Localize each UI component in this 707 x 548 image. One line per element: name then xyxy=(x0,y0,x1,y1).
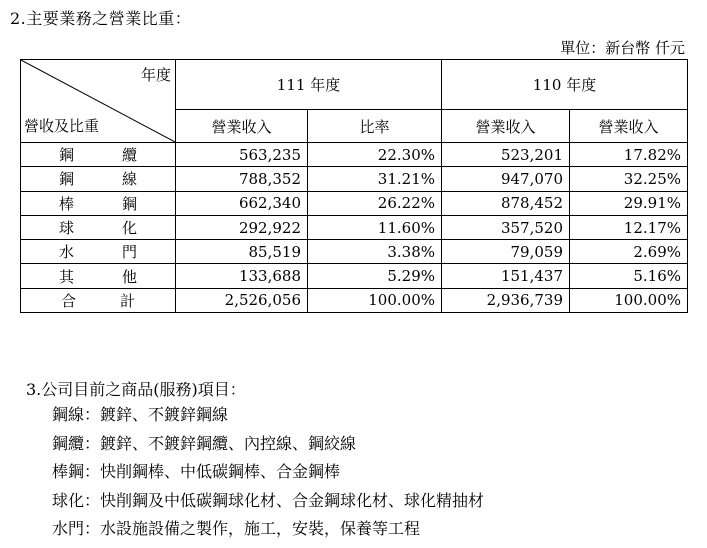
table-cell: 11.60% xyxy=(308,215,442,239)
table-cell: 26.22% xyxy=(308,191,442,215)
table-row xyxy=(21,191,688,215)
table-cell: 5.16% xyxy=(570,264,688,288)
table-cell: 85,519 xyxy=(176,240,308,264)
table-cell: 17.82% xyxy=(570,143,688,167)
table-row xyxy=(21,143,688,167)
total-label: 合 計 xyxy=(21,288,176,312)
table-cell: 3.38% xyxy=(308,240,442,264)
total-cell: 100.00% xyxy=(308,288,442,312)
corner-year-label: 年度 xyxy=(140,66,171,84)
table-cell: 22.30% xyxy=(308,143,442,167)
row-label: 其 他 xyxy=(21,264,176,288)
row-label: 水 門 xyxy=(21,240,176,264)
list-item: 水門：水設施設備之製作，施工，安裝，保養等工程 xyxy=(52,519,421,538)
table-row xyxy=(21,264,688,288)
table-cell: 878,452 xyxy=(442,191,570,215)
table-cell: 79,059 xyxy=(442,240,570,264)
section-heading: 2.主要業務之營業比重： xyxy=(10,9,192,28)
list-item: 棒鋼：快削鋼棒、中低碳鋼棒、合金鋼棒 xyxy=(52,462,341,481)
row-label: 球 化 xyxy=(21,215,176,239)
row-label: 鋼 線 xyxy=(21,167,176,191)
table-row xyxy=(21,167,688,191)
list-item: 鋼纜：鍍鋅、不鍍鋅鋼纜、內控線、鋼絞線 xyxy=(52,433,357,453)
total-cell: 2,526,056 xyxy=(176,288,308,312)
table-row xyxy=(21,240,688,264)
table-corner-cell xyxy=(21,60,176,143)
table-cell: 5.29% xyxy=(308,264,442,288)
table-cell: 133,688 xyxy=(176,264,308,288)
products-heading: 3.公司目前之商品(服務)項目： xyxy=(26,380,246,399)
subheader-ratio-111: 比率 xyxy=(308,110,442,143)
corner-item-label: 營收及比重 xyxy=(24,117,100,135)
subheader-revenue-110: 營業收入 xyxy=(442,110,570,143)
table-cell: 2.69% xyxy=(570,240,688,264)
product-list xyxy=(52,405,484,548)
table-cell: 357,520 xyxy=(442,215,570,239)
table-row xyxy=(21,215,688,239)
sales-table xyxy=(20,59,688,313)
subheader-revenue-111: 營業收入 xyxy=(176,110,308,143)
subheader-revenue-110-b: 營業收入 xyxy=(570,110,688,143)
table-cell: 12.17% xyxy=(570,215,688,239)
list-item: 鋼線：鍍鋅、不鍍鋅鋼線 xyxy=(52,405,229,424)
row-label: 鋼 纜 xyxy=(21,143,176,167)
total-cell: 2,936,739 xyxy=(442,288,570,312)
unit-note: 單位：新台幣 仟元 xyxy=(560,39,685,57)
table-cell: 151,437 xyxy=(442,264,570,288)
year-header-110: 110 年度 xyxy=(442,60,688,110)
table-cell: 947,070 xyxy=(442,167,570,191)
table-cell: 31.21% xyxy=(308,167,442,191)
table-cell: 788,352 xyxy=(176,167,308,191)
table-cell: 563,235 xyxy=(176,143,308,167)
year-header-111: 111 年度 xyxy=(176,60,442,110)
total-cell: 100.00% xyxy=(570,288,688,312)
table-cell: 292,922 xyxy=(176,215,308,239)
row-label: 棒 鋼 xyxy=(21,191,176,215)
table-cell: 662,340 xyxy=(176,191,308,215)
total-row xyxy=(21,288,688,312)
table-cell: 29.91% xyxy=(570,191,688,215)
list-item: 球化：快削鋼及中低碳鋼球化材、合金鋼球化材、球化精抽材 xyxy=(52,490,485,510)
table-cell: 32.25% xyxy=(570,167,688,191)
table-cell: 523,201 xyxy=(442,143,570,167)
